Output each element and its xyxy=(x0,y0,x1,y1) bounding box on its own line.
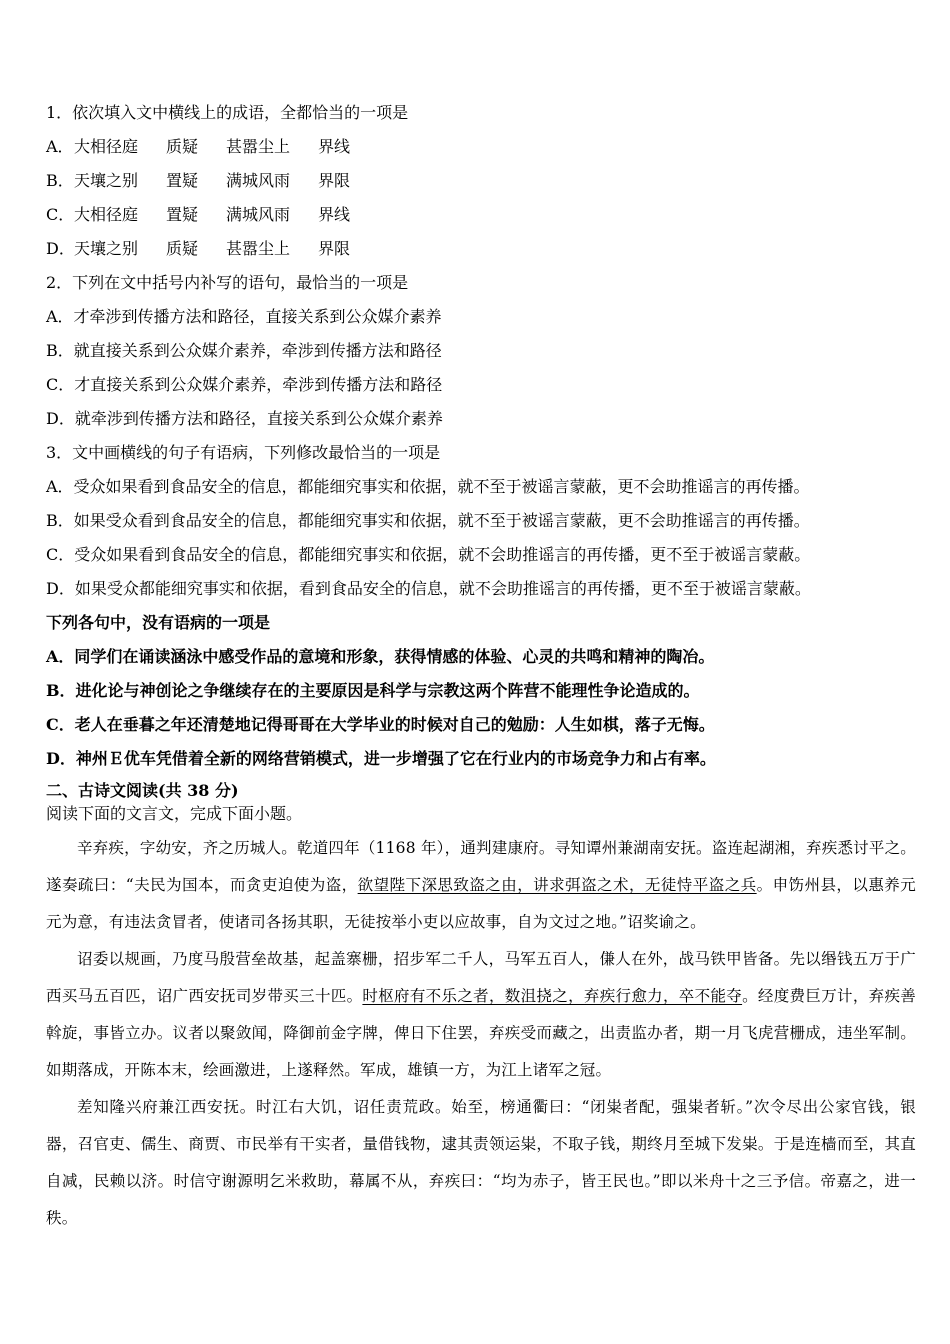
q4-option-d[interactable]: D．神州Ｅ优车凭借着全新的网络营销模式，进一步增强了它在行业内的市场竞争力和占有率。 xyxy=(46,749,716,768)
underlined-sentence-1: 欲望陛下深思致盗之由，讲求弭盗之术，无徒恃平盗之兵 xyxy=(357,876,757,894)
q3-stem: 3．文中画横线的句子有语病，下列修改最恰当的一项是 xyxy=(46,443,441,462)
q4-option-a[interactable]: A．同学们在诵读涵泳中感受作品的意境和形象，获得情感的体验、心灵的共鸣和精神的陶冶。 xyxy=(46,647,715,666)
passage-paragraph-2: 诏委以规画，乃度马殷营垒故基，起盖寨栅，招步军二千人，马军五百人，傔人在外，战马铁甲皆备。先以缗钱五万于广西买马五百匹，诏广西安抚司岁带买三十匹。时枢府有不乐之者，数沮挠之，弃疾行愈力，卒不能夺。经度费巨万计，弃疾善斡旋，事皆立办。议者以聚敛闻，降御前金字牌，俾日下住罢，弃疾受而藏之，出责监办者，期一月飞虎营栅成，违坐军制。如期落成，开陈本末，绘画激进，上遂释然。军成，雄镇一方，为江上诸军之冠。 xyxy=(46,950,916,1079)
q4-stem: 下列各句中，没有语病的一项是 xyxy=(46,613,271,632)
q4-option-b[interactable]: B．进化论与神创论之争继续存在的主要原因是科学与宗教这两个阵营不能理性争论造成的。 xyxy=(46,681,700,700)
q1-option-d[interactable]: D． 天壤之别 质疑 甚嚣尘上 界限 xyxy=(46,239,351,258)
q2-option-a[interactable]: A．才牵涉到传播方法和路径，直接关系到公众媒介素养 xyxy=(46,307,442,326)
q3-option-c[interactable]: C．受众如果看到食品安全的信息，都能细究事实和依据，就不会助推谣言的再传播，更不至于被谣言蒙蔽。 xyxy=(46,545,811,564)
q3-option-d[interactable]: D．如果受众都能细究事实和依据，看到食品安全的信息，就不会助推谣言的再传播，更不至于被谣言蒙蔽。 xyxy=(46,579,811,598)
q1-stem: 1．依次填入文中横线上的成语，全都恰当的一项是 xyxy=(46,103,409,122)
passage-paragraph-1: 辛弃疾，字幼安，齐之历城人。乾道四年（1168 年），通判建康府。寻知谭州兼湖南安抚。盗连起湖湘，弃疾悉讨平之。遂奏疏曰：“夫民为国本，而贪吏迫使为盗，欲望陛下深思致盗之由，讲求弭盗之术，无徒恃平盗之兵。申饬州县，以惠养元元为意，有违法贪冒者，使诸司各扬其职，无徒按举小吏以应故事，自为文过之地。”诏奖谕之。 xyxy=(46,839,916,931)
q2-option-b[interactable]: B．就直接关系到公众媒介素养，牵涉到传播方法和路径 xyxy=(46,341,442,360)
q1-option-b[interactable]: B． 天壤之别 置疑 满城风雨 界限 xyxy=(46,171,351,190)
q3-option-b[interactable]: B．如果受众看到食品安全的信息，都能细究事实和依据，就不至于被谣言蒙蔽，更不会助推谣言的再传播。 xyxy=(46,511,810,530)
q2-option-c[interactable]: C．才直接关系到公众媒介素养，牵涉到传播方法和路径 xyxy=(46,375,443,394)
q1-option-c[interactable]: C． 大相径庭 置疑 满城风雨 界线 xyxy=(46,205,351,224)
q4-option-c[interactable]: C．老人在垂暮之年还清楚地记得哥哥在大学毕业的时候对自己的勉励：人生如棋，落子无悔。 xyxy=(46,715,715,734)
q2-stem: 2．下列在文中括号内补写的语句，最恰当的一项是 xyxy=(46,273,409,292)
section2-instruction: 阅读下面的文言文，完成下面小题。 xyxy=(46,804,303,823)
exam-page xyxy=(46,96,916,1237)
section2-title: 二、古诗文阅读(共 38 分) xyxy=(46,781,239,800)
q2-option-d[interactable]: D．就牵涉到传播方法和路径，直接关系到公众媒介素养 xyxy=(46,409,443,428)
q3-option-a[interactable]: A．受众如果看到食品安全的信息，都能细究事实和依据，就不至于被谣言蒙蔽，更不会助推谣言的再传播。 xyxy=(46,477,810,496)
q1-option-a[interactable]: A． 大相径庭 质疑 甚嚣尘上 界线 xyxy=(46,137,351,156)
passage-paragraph-3: 差知隆兴府兼江西安抚。时江右大饥，诏任责荒政。始至，榜通衢曰：“闭粜者配，强粜者斩。”次令尽出公家官钱，银器，召官吏、儒生、商贾、市民举有干实者，量借钱物，逮其责领运粜，不取子钱，期终月至城下发粜。于是连樯而至，其直自减，民赖以济。时信守谢源明乞米救助，幕属不从，弃疾曰：“均为赤子，皆王民也。”即以米舟十之三予信。帝嘉之，进一秩。 xyxy=(46,1098,916,1227)
underlined-sentence-2: 时枢府有不乐之者，数沮挠之，弃疾行愈力，卒不能夺 xyxy=(362,987,743,1005)
